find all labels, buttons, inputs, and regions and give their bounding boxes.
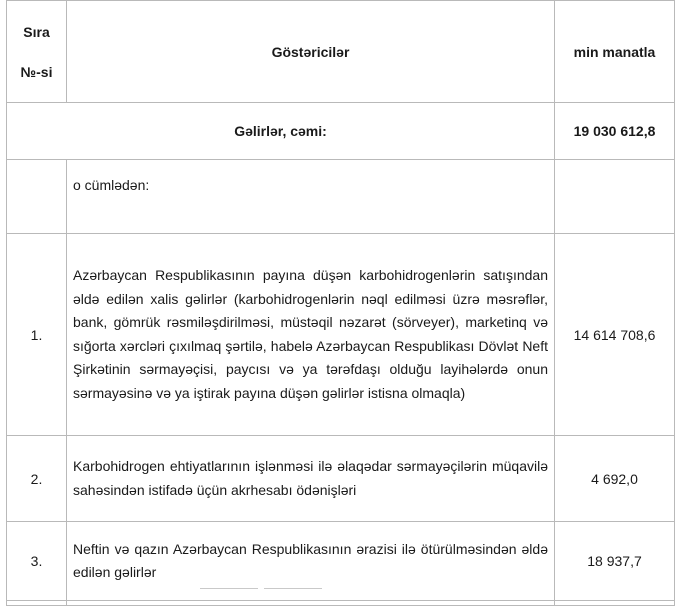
header-number-line2: №-si: [20, 63, 53, 80]
edge-tab: [200, 588, 258, 593]
table-row: [7, 234, 675, 436]
subheading-row: [7, 160, 675, 234]
row-text: Azərbaycan Respublikasının payına düşən karbohidrogenlərin satışından əldə edilən xalis gəlirlər (karbohidrogenlərin nəql edilməsi üzrə məsrəflər, bank, gömrük rəsmiləşdirilməsi, müstəqil nəzarət (sörveyer), marketinq və sığorta xərcləri çıxılmaq şərtilə, habelə Azərbaycan Respublikası Dövlət Neft Şirkətinin sərmayəçisi, paycısı və ya tərəfdaşı olduğu layihələrdə onun sərmayəsinə və ya iştirak payına düşən gəlirlər istisna olmaqla): [67, 234, 555, 436]
row-number: 1.: [7, 234, 67, 436]
header-indicators: Göstəricilər: [67, 1, 555, 103]
subheading-empty-value: [555, 160, 675, 234]
revenue-table: [6, 0, 675, 606]
header-unit: min manatla: [555, 1, 675, 103]
row-text: Karbohidrogen ehtiyatlarının işlənməsi ilə əlaqədar sərmayəçilərin müqavilə sahəsindən istifadə üçün akrhesabı ödənişləri: [67, 436, 555, 522]
table-row: [7, 522, 675, 601]
subheading-empty-cell: [7, 160, 67, 234]
total-row: [7, 103, 675, 160]
bottom-edge-tabs: [200, 580, 400, 584]
row-value: 14 614 708,6: [555, 234, 675, 436]
header-row: [7, 1, 675, 103]
total-label: Gəlirlər, cəmi:: [7, 103, 555, 160]
row-value: 4 692,0: [555, 436, 675, 522]
row-text: Neftin və qazın Azərbaycan Respublikasının ərazisi ilə ötürülməsindən əldə edilən gəlirlər: [67, 522, 555, 601]
subheading-text: o cümlədən:: [67, 160, 555, 234]
edge-tab: [264, 588, 322, 593]
table-row: [7, 436, 675, 522]
row-value: 18 937,7: [555, 522, 675, 601]
total-value: 19 030 612,8: [555, 103, 675, 160]
row-number: 2.: [7, 436, 67, 522]
row-number: 3.: [7, 522, 67, 601]
header-number-cell: [7, 1, 67, 103]
header-number-line1: Sıra: [23, 23, 50, 40]
table-row-cut: [7, 601, 675, 606]
